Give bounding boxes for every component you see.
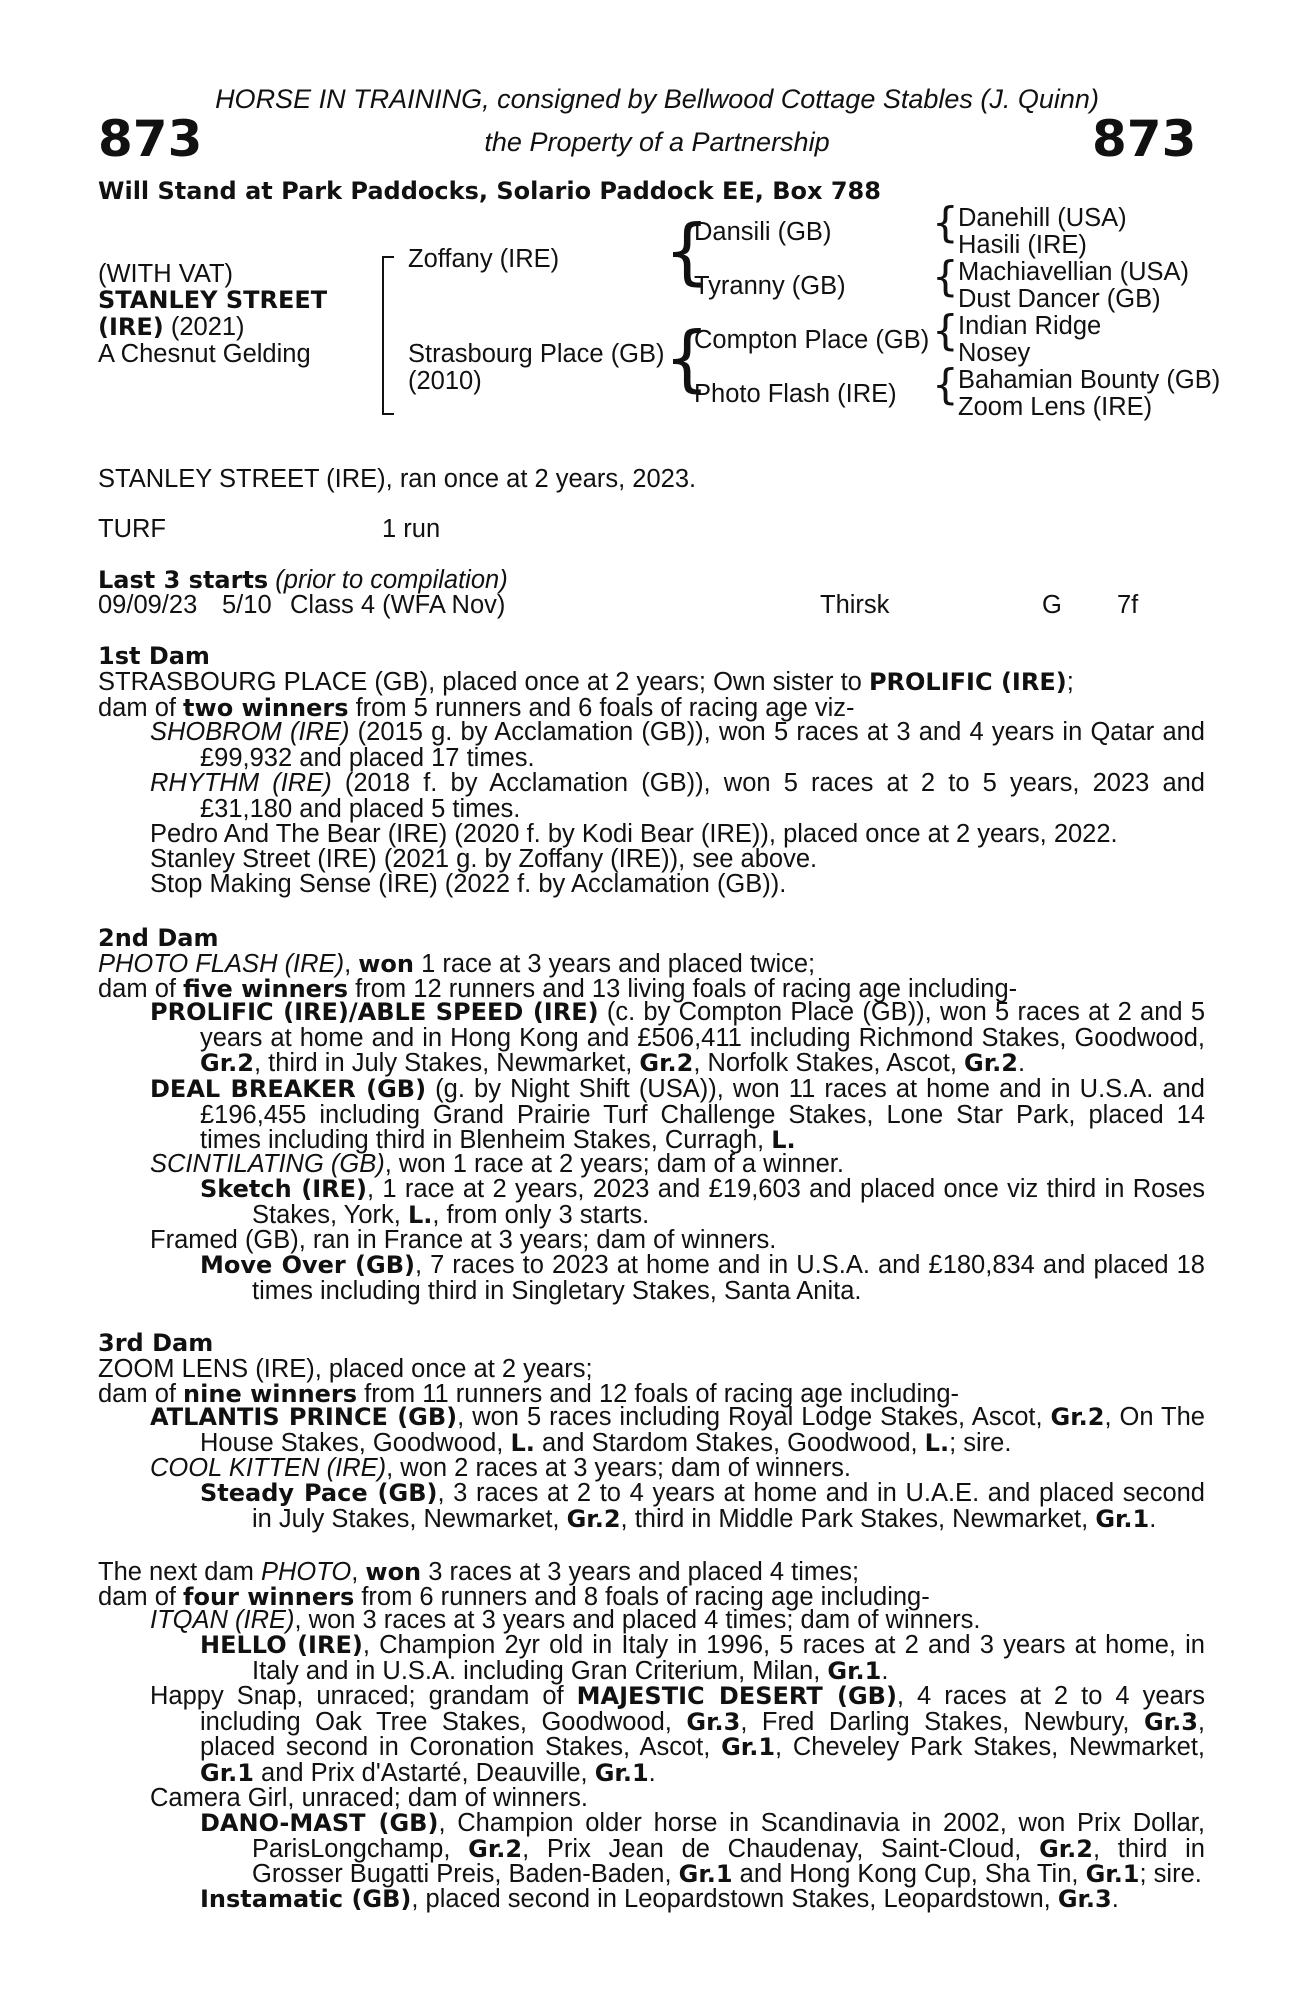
first-dam-intro	[98, 668, 1074, 697]
text: and Stardom Stakes, Goodwood,	[534, 1428, 925, 1457]
produce-name: SCINTILATING (GB)	[150, 1150, 385, 1178]
bold-count: four winners	[183, 1583, 355, 1611]
text: , 3 races at 2 to 4 years at home and in U.A.E. and placed second in July Stakes, Newmarket,	[252, 1479, 1205, 1533]
text: ,	[351, 1558, 366, 1586]
text: .	[881, 1656, 889, 1685]
sire-dam-bracket	[382, 256, 394, 415]
text: , placed second in Coronation Stakes, Ascot,	[200, 1707, 1206, 1761]
stand-location: Will Stand at Park Paddocks, Solario Paddock EE, Box 788	[98, 177, 881, 205]
last-starts-note: (prior to compilation)	[268, 566, 508, 594]
text: , won 2 races at 3 years; dam of winners.	[386, 1454, 852, 1482]
produce-entry: Camera Girl, unraced; dam of winners.	[150, 1784, 588, 1812]
text: , won 3 races at 3 years and placed 4 times; dam of winners.	[294, 1606, 981, 1634]
produce-name: ATLANTIS PRINCE (GB)	[150, 1403, 458, 1431]
horse-name: STANLEY STREET	[98, 286, 328, 314]
dam-brace: {	[664, 316, 710, 400]
dam: Strasbourg Place (GB)	[408, 340, 665, 368]
g-brace-4: {	[932, 360, 959, 409]
grade: Gr.2	[468, 1834, 523, 1863]
text: ,	[344, 950, 359, 978]
text: , 1 race at 2 years, 2023 and £19,603 and placed once viz third in Roses Stakes, York,	[252, 1175, 1205, 1229]
grandproduce-entry	[200, 1811, 1205, 1888]
turf-label: TURF	[98, 515, 166, 543]
bold-count: two winners	[183, 694, 349, 722]
granddam-3: Nosey	[958, 339, 1031, 367]
granddam-4: Zoom Lens (IRE)	[958, 393, 1153, 421]
bold-count: nine winners	[183, 1380, 358, 1408]
produce-entry: Framed (GB), ran in France at 3 years; dam of winners.	[150, 1226, 777, 1254]
text: , On The House Stakes, Goodwood,	[200, 1403, 1205, 1457]
produce-name: SHOBROM (IRE)	[150, 718, 350, 746]
bold-count: five winners	[183, 975, 349, 1003]
lot-number-right: 873	[1092, 110, 1197, 168]
text: , Champion 2yr old in Italy in 1996, 5 races at 2 and 3 years at home, in Italy and in U.S.A. including Gran Criterium, Milan,	[252, 1631, 1205, 1685]
grade: Gr.1	[1095, 1504, 1150, 1533]
bold-won: won	[358, 950, 414, 978]
dam-name: PHOTO FLASH (IRE)	[98, 950, 345, 978]
produce-entry: Pedro And The Bear (IRE) (2020 f. by Kodi Bear (IRE)), placed once at 2 years, 2022.	[150, 820, 1118, 848]
grade: Gr.1	[678, 1860, 733, 1888]
grade: Gr.1	[827, 1656, 882, 1685]
start-race: Class 4 (WFA Nov)	[290, 591, 506, 619]
start-position: 5/10	[222, 591, 272, 619]
sire-dam: Tyranny (GB)	[694, 272, 846, 300]
g-brace-2: {	[932, 252, 959, 301]
race-summary: STANLEY STREET (IRE), ran once at 2 years, 2023.	[98, 465, 697, 493]
text: .	[1111, 1885, 1119, 1913]
produce-entry	[150, 1405, 1205, 1456]
grade: Gr.2	[964, 1049, 1018, 1077]
first-dam-heading: 1st Dam	[98, 642, 210, 670]
text: , from only 3 starts.	[432, 1200, 650, 1229]
grandproduce-entry	[200, 1887, 1205, 1913]
text: .	[648, 1758, 656, 1787]
property-line: the Property of a Partnership	[484, 127, 830, 157]
text: and Hong Kong Cup, Sha Tin,	[732, 1860, 1086, 1888]
grade: L.	[510, 1428, 535, 1457]
text: , Cheveley Park Stakes, Newmarket,	[775, 1733, 1206, 1761]
produce-entry	[150, 1152, 1205, 1178]
grade: Gr.1	[594, 1758, 649, 1787]
produce-name: Instamatic (GB)	[200, 1885, 412, 1913]
produce-name: MAJESTIC DESERT (GB)	[576, 1682, 897, 1710]
horse-year: (2021)	[163, 313, 245, 341]
grade: Gr.2	[639, 1049, 694, 1077]
text: , third in Middle Park Stakes, Newmarket,	[620, 1504, 1096, 1533]
text: dam of	[98, 1583, 184, 1611]
produce-name: DEAL BREAKER (GB)	[150, 1075, 427, 1103]
grade: Gr.1	[721, 1733, 776, 1761]
grade: L.	[771, 1126, 796, 1154]
text: .	[1017, 1049, 1026, 1077]
grade: Gr.3	[686, 1707, 741, 1736]
produce-entry	[150, 1608, 1205, 1634]
turf-runs: 1 run	[382, 515, 441, 543]
text: , third in July Stakes, Newmarket,	[253, 1049, 640, 1077]
produce-record: (2018 f. by Acclamation (GB)), won 5 races at 2 to 5 years, 2023 and £31,180 and placed 5 times.	[200, 769, 1205, 823]
grade: Gr.3	[1057, 1885, 1112, 1913]
bold-name: PROLIFIC (IRE)	[868, 668, 1067, 696]
granddam-1: Hasili (IRE)	[958, 231, 1087, 259]
sire: Zoffany (IRE)	[408, 245, 560, 273]
produce-name: COOL KITTEN (IRE)	[150, 1454, 387, 1482]
grade: L.	[407, 1200, 433, 1229]
text: and Prix d'Astarté, Deauville,	[253, 1758, 595, 1787]
produce-name: Move Over (GB)	[200, 1251, 415, 1279]
produce-name: DANO-MAST (GB)	[200, 1809, 439, 1837]
text: , won 5 races including Royal Lodge Stakes, Ascot,	[457, 1403, 1051, 1431]
dam-name: PHOTO	[261, 1558, 352, 1586]
text: , Fred Darling Stakes, Newbury,	[740, 1707, 1144, 1736]
lot-number-left: 873	[98, 110, 203, 168]
text: , Champion older horse in Scandinavia in 2002, won Prix Dollar, ParisLongchamp,	[252, 1809, 1205, 1863]
produce-name: Steady Pace (GB)	[200, 1479, 438, 1507]
consignor-line: HORSE IN TRAINING, consigned by Bellwood Cottage Stables (J. Quinn)	[215, 84, 1099, 114]
text: dam of	[98, 975, 184, 1003]
third-dam-intro: ZOOM LENS (IRE), placed once at 2 years;	[98, 1355, 593, 1383]
text: , won 1 race at 2 years; dam of a winner.	[384, 1150, 844, 1178]
text: 1 race at 3 years and placed twice;	[413, 950, 816, 978]
horse-origin-year	[98, 313, 245, 342]
text: (c. by Compton Place (GB)), won 5 races at 2 and 5 years at home and in Hong Kong and £506,411 including Richmond Stakes, Goodwood,	[200, 998, 1205, 1052]
g-brace-1: {	[932, 198, 959, 247]
bold-won: won	[365, 1558, 422, 1586]
text: ; sire.	[1139, 1860, 1202, 1888]
start-course: Thirsk	[820, 591, 890, 619]
produce-name: Sketch (IRE)	[200, 1175, 368, 1203]
text: Happy Snap, unraced; grandam of	[150, 1682, 577, 1710]
produce-name: PROLIFIC (IRE)/ABLE SPEED (IRE)	[150, 998, 599, 1026]
text: from 11 runners and 12 foals of racing age including-	[357, 1380, 960, 1408]
text: , 4 races at 2 to 4 years including Oak Tree Stakes, Goodwood,	[200, 1682, 1205, 1736]
start-distance: 7f	[1117, 591, 1139, 619]
horse-description: A Chesnut Gelding	[98, 340, 311, 368]
grade: Gr.1	[1085, 1860, 1140, 1888]
grade: Gr.2	[200, 1049, 254, 1077]
grade: Gr.2	[566, 1504, 621, 1533]
produce-entry	[150, 1000, 1205, 1077]
produce-entry	[150, 720, 1205, 771]
sire-brace: {	[664, 209, 710, 293]
grade: Gr.3	[1143, 1707, 1198, 1736]
grandsire-1: Danehill (USA)	[958, 204, 1127, 232]
horse-origin: (IRE)	[98, 313, 164, 341]
vat-note: (WITH VAT)	[98, 260, 234, 288]
third-dam-heading: 3rd Dam	[98, 1329, 214, 1357]
sire-sire: Dansili (GB)	[694, 218, 832, 246]
text: , Prix Jean de Chaudenay, Saint-Cloud,	[522, 1834, 1040, 1863]
produce-entry	[150, 1077, 1205, 1154]
text: , placed second in Leopardstown Stakes, Leopardstown,	[411, 1885, 1058, 1913]
text: ; sire.	[949, 1428, 1012, 1457]
grade: Gr.2	[1039, 1834, 1093, 1863]
produce-record: (2015 g. by Acclamation (GB)), won 5 races at 3 and 4 years in Qatar and £99,932 and placed 17 times.	[200, 718, 1205, 772]
text: 3 races at 3 years and placed 4 times;	[421, 1558, 860, 1586]
dam-year: (2010)	[408, 367, 482, 395]
text: , Norfolk Stakes, Ascot,	[693, 1049, 965, 1077]
produce-entry	[150, 1684, 1205, 1786]
produce-name: RHYTHM (IRE)	[150, 769, 332, 797]
granddam-2: Dust Dancer (GB)	[958, 285, 1161, 313]
g-brace-3: {	[932, 306, 959, 355]
text: STRASBOURG PLACE (GB), placed once at 2 years; Own sister to	[98, 668, 869, 696]
text: dam of	[98, 694, 184, 722]
last-starts-title: Last 3 starts	[98, 566, 269, 594]
second-dam-heading: 2nd Dam	[98, 924, 219, 952]
produce-entry	[150, 1456, 1205, 1482]
text: , third in Grosser Bugatti Preis, Baden-Baden,	[252, 1834, 1205, 1888]
text: , 7 races to 2023 at home and in U.S.A. and £180,834 and placed 18 times including third in Singletary Stakes, Santa Anita.	[252, 1251, 1205, 1305]
text: The next dam	[98, 1558, 261, 1586]
text: from 6 runners and 8 foals of racing age including-	[354, 1583, 930, 1611]
grandsire-4: Bahamian Bounty (GB)	[958, 366, 1221, 394]
text: from 5 runners and 6 foals of racing age viz-	[348, 694, 855, 722]
text: .	[1149, 1504, 1157, 1533]
dam-dam: Photo Flash (IRE)	[694, 380, 897, 408]
text: (g. by Night Shift (USA)), won 11 races at home and in U.S.A. and £196,455 including Grand Prairie Turf Challenge Stakes, Lone Star Park, placed 14 times including third in Blenheim Stakes, Curragh,	[200, 1075, 1205, 1154]
dam-sire: Compton Place (GB)	[694, 326, 930, 354]
start-going: G	[1042, 591, 1062, 619]
grandproduce-entry	[200, 1481, 1205, 1532]
produce-name: ITQAN (IRE)	[150, 1606, 295, 1634]
text: from 12 runners and 13 living foals of racing age including-	[348, 975, 1018, 1003]
grandproduce-entry	[200, 1633, 1205, 1684]
text: dam of	[98, 1380, 184, 1408]
produce-entry: Stanley Street (IRE) (2021 g. by Zoffany (IRE)), see above.	[150, 845, 818, 873]
produce-entry	[150, 771, 1205, 822]
text: ;	[1066, 668, 1074, 696]
produce-name: HELLO (IRE)	[200, 1631, 363, 1659]
grandproduce-entry	[200, 1177, 1205, 1228]
grade: Gr.2	[1050, 1403, 1105, 1431]
grandsire-3: Indian Ridge	[958, 312, 1102, 340]
grade: L.	[924, 1428, 950, 1457]
grandproduce-entry	[200, 1253, 1205, 1304]
produce-entry: Stop Making Sense (IRE) (2022 f. by Acclamation (GB)).	[150, 870, 787, 898]
grandsire-2: Machiavellian (USA)	[958, 258, 1189, 286]
grade: Gr.1	[200, 1758, 254, 1787]
start-date: 09/09/23	[98, 591, 198, 619]
